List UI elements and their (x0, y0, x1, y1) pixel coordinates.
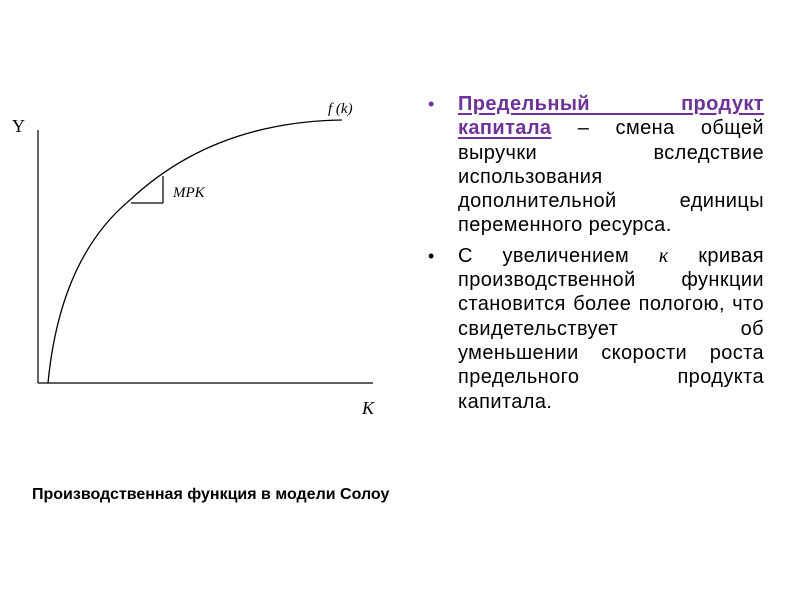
diagram-caption: Производственная функция в модели Солоу (32, 486, 390, 503)
bullet-item-mpk-definition (428, 92, 764, 238)
y-axis-label: Y (12, 116, 25, 136)
production-function-diagram (0, 0, 420, 430)
mpk-label: MPK (173, 185, 205, 201)
bullet-item-curve-flattening (428, 244, 764, 414)
definition-text: – смена общей выручки вследствие использования дополнительной единицы переменного ресурса. (458, 117, 764, 237)
flattening-text-end: кривая производственной функции становится более пологою, что свидетельствует об уменьшении скорости роста предельного продукта капитала. (458, 244, 764, 413)
bullet-list (428, 92, 764, 420)
bullet-dot-icon: • (428, 245, 435, 266)
production-curve (48, 120, 342, 383)
x-axis-label: K (362, 398, 375, 418)
curve-label: f (k) (328, 101, 353, 117)
bullet-dot-icon: • (428, 94, 435, 114)
term-marginal-product: Предельный продукт капитала (458, 93, 764, 140)
variable-k: к (658, 244, 669, 267)
flattening-text-start: С увеличением (458, 244, 659, 267)
